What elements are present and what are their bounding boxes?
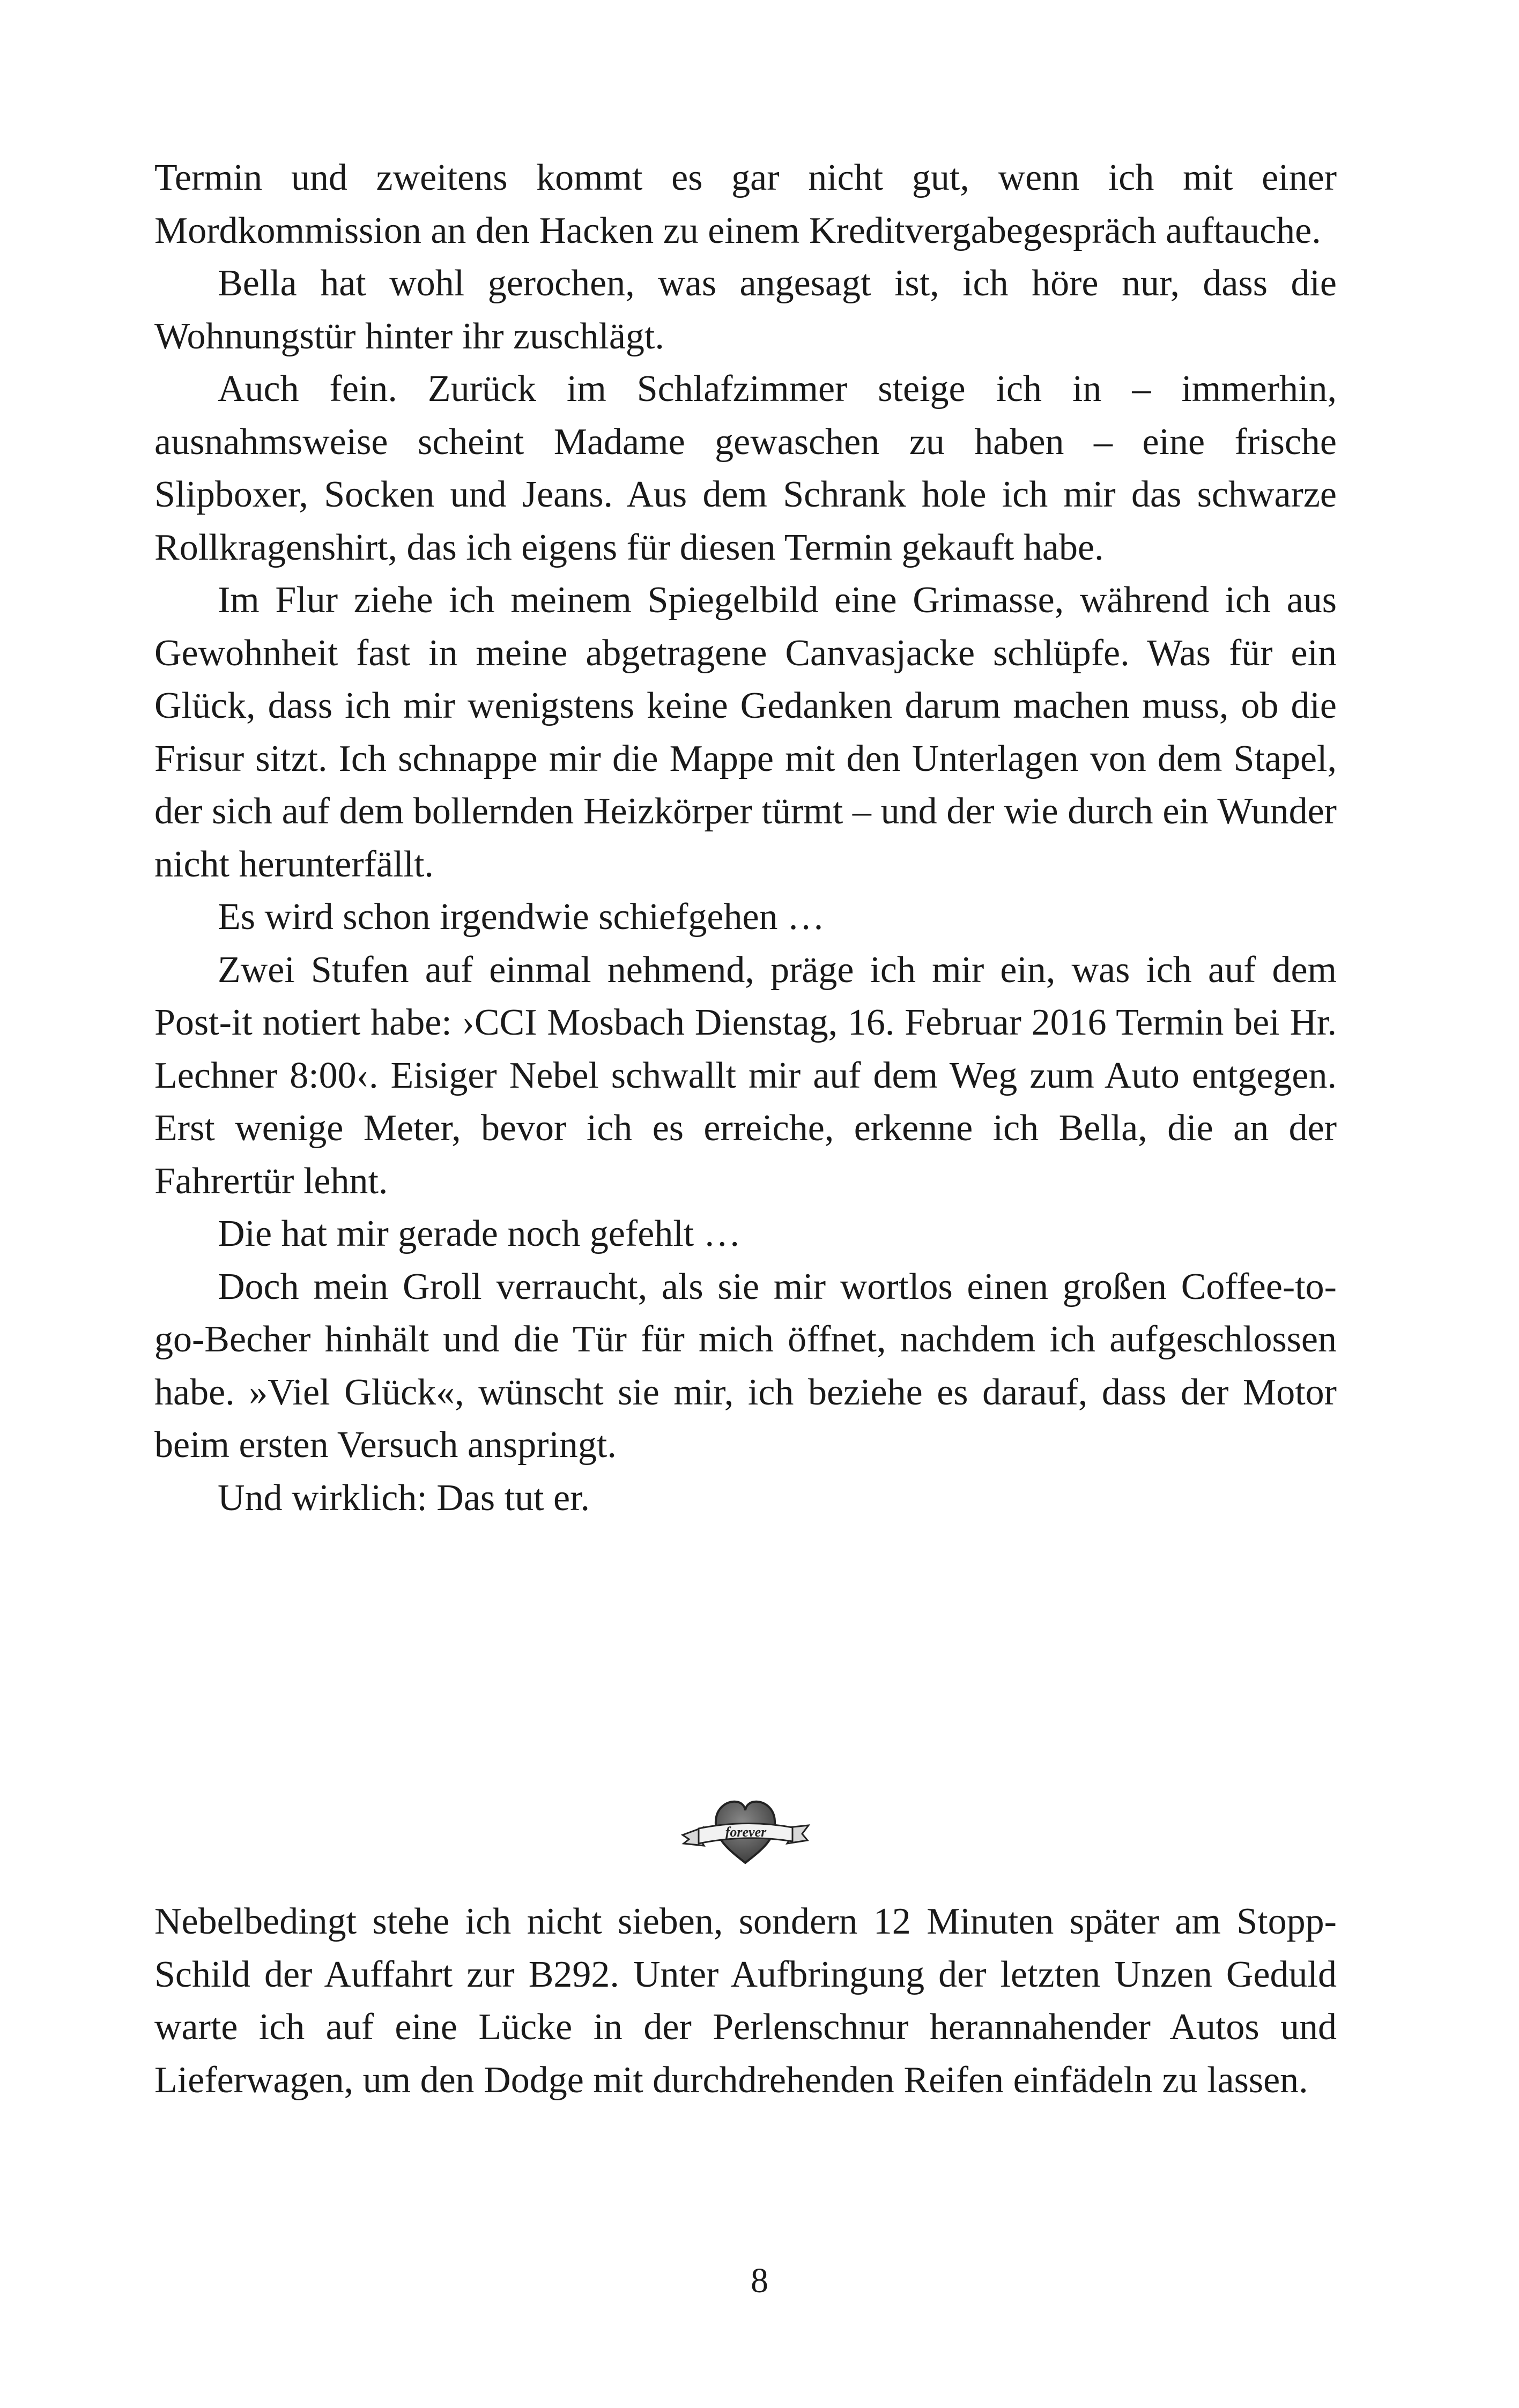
- paragraph: Es wird schon irgendwie schiefgehen …: [218, 896, 825, 938]
- paragraph: Bella hat wohl gerochen, was angesagt ist, ich höre nur, dass die Wohnungstür hinter ihr zuschlägt.: [154, 263, 1337, 357]
- text-block-main: [154, 152, 1337, 1525]
- text-block-after-break: [154, 1896, 1337, 2107]
- paragraph: Im Flur ziehe ich meinem Spiegelbild eine Grimasse, während ich aus Gewohnheit fast in meine abgetragene Canvasjacke schlüpfe. Was für ein Glück, dass ich mir wenigstens keine Gedanken darum machen muss, ob die Frisur sitzt. Ich schnappe mir die Mappe mit den Unterlagen von dem Stapel, der sich auf dem bollernden Heizkörper türmt – und der wie durch ein Wunder nicht herunterfällt.: [154, 579, 1337, 885]
- heart-banner-icon: [677, 1788, 814, 1868]
- paragraph: Doch mein Groll verraucht, als sie mir wortlos einen großen Coffee-to-go-Becher hinhält und die Tür für mich öffnet, nachdem ich aufgeschlossen habe. »Viel Glück«, wünscht sie mir, ich beziehe es darauf, dass der Motor beim ersten Versuch anspringt.: [154, 1266, 1337, 1466]
- paragraph: Nebelbedingt stehe ich nicht sieben, sondern 12 Minuten später am Stopp-Schild der Auffahrt zur B292. Unter Aufbringung der letzten Unzen Geduld warte ich auf eine Lücke in der Perlenschnur herannahender Autos und Lieferwagen, um den Dodge mit durchdrehenden Reifen einfädeln zu lassen.: [154, 1901, 1337, 2101]
- paragraph: Zwei Stufen auf einmal nehmend, präge ich mir ein, was ich auf dem Post-it notiert habe: ›CCI Mosbach Dienstag, 16. Februar 2016 Termin bei Hr. Lechner 8:00‹. Eisiger Nebel schwallt mir auf dem Weg zum Auto entgegen. Erst wenige Meter, bevor ich es erreiche, erkenne ich Bella, die an der Fahrertür lehnt.: [154, 949, 1337, 1202]
- paragraph: Auch fein. Zurück im Schlafzimmer steige ich in – immerhin, ausnahmsweise scheint Madame gewaschen zu haben – eine frische Slipboxer, Socken und Jeans. Aus dem Schrank hole ich mir das schwarze Rollkragenshirt, das ich eigens für diesen Termin gekauft habe.: [154, 368, 1337, 568]
- paragraph: Die hat mir gerade noch gefehlt …: [218, 1213, 741, 1254]
- paragraph: Termin und zweitens kommt es gar nicht gut, wenn ich mit einer Mordkommission an den Hacken zu einem Kreditvergabegespräch auftauche.: [154, 157, 1337, 251]
- page-number: 8: [751, 2261, 768, 2300]
- ornament-text: forever: [725, 1824, 767, 1840]
- paragraph: Und wirklich: Das tut er.: [218, 1477, 590, 1519]
